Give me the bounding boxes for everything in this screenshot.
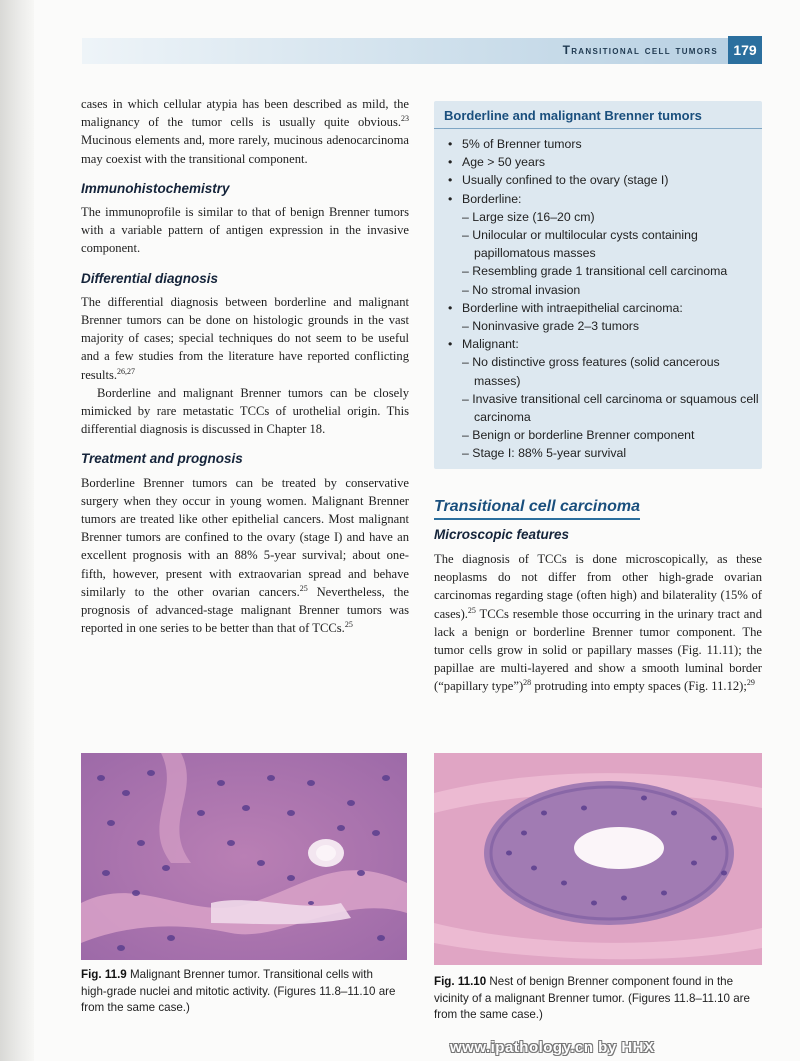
caption-text: Malignant Brenner tumor. Transitional cells with high-grade nuclei and mitotic activity. (Figures 11.8–11.10 are from the same case.)	[81, 968, 396, 1014]
caption-text: Nest of benign Brenner component found in the vicinity of a malignant Brenner tumor. (Figures 11.8–11.10 are from the same case.)	[434, 975, 750, 1021]
microscopic-paragraph	[434, 550, 762, 696]
list-subitem: – Noninvasive grade 2–3 tumors	[448, 317, 762, 335]
citation: 25	[467, 605, 476, 615]
right-column	[434, 550, 762, 696]
figure-11-9-micrograph	[81, 753, 407, 960]
intro-text: cases in which cellular atypia has been described as mild, the malignancy of the tumor cells is usually quite obvious.	[81, 97, 409, 130]
list-subitem: – Resembling grade 1 transitional cell carcinoma	[448, 262, 762, 280]
intro-paragraph	[81, 95, 409, 168]
list-item: • Usually confined to the ovary (stage I)	[448, 171, 762, 189]
treatment-prognosis-heading: Treatment and prognosis	[81, 451, 243, 467]
page-number: 179	[728, 36, 762, 64]
microscopic-text-end: protruding into empty spaces (Fig. 11.12);	[531, 679, 747, 694]
histology-image-left	[81, 753, 407, 960]
intro-text-continued: Mucinous elements and, more rarely, mucinous adenocarcinoma may coexist with the transitional component.	[81, 133, 409, 166]
differential-text: The differential diagnosis between borderline and malignant Brenner tumors can be done on histologic grounds in the vast majority of cases; special techniques do not seem to be useful and a few studies from the literature have reported conflicting results.	[81, 294, 409, 382]
watermark: www.ipathology.cn by HHX	[450, 1039, 655, 1056]
list-item: • 5% of Brenner tumors	[448, 135, 762, 153]
citation: 23	[401, 114, 409, 124]
figure-11-9-caption	[81, 967, 399, 1017]
list-subitem: – No distinctive gross features (solid cancerous masses)	[448, 353, 762, 389]
treatment-paragraph	[81, 474, 409, 638]
citation: 28	[523, 678, 532, 688]
list-subitem: – Unilocular or multilocular cysts containing papillomatous masses	[448, 226, 762, 262]
citation: 25	[299, 583, 308, 593]
histology-image-right	[434, 753, 762, 965]
running-header-title: Transitional cell tumors	[562, 43, 718, 57]
figure-11-10-caption	[434, 974, 764, 1024]
microscopic-text-continued: TCCs resemble those occurring in the urinary tract and lack a benign or borderline Brenner tumor component. The tumor cells grow in solid or papillary masses (Fig. 11.11); the papillae are multi-layered and show a smooth luminal border (“papillary type”)	[434, 606, 762, 694]
figure-11-10-micrograph	[434, 753, 762, 965]
list-subitem: – Stage I: 88% 5-year survival	[448, 444, 762, 462]
summary-box	[434, 101, 762, 469]
page-binding-shadow	[0, 0, 34, 1061]
figure-label: Fig. 11.10	[434, 975, 487, 988]
list-item: • Age > 50 years	[448, 153, 762, 171]
list-subitem: – Benign or borderline Brenner component	[448, 426, 762, 444]
list-item: • Malignant:	[448, 335, 762, 353]
citation: 26,27	[117, 366, 136, 376]
list-subitem: – No stromal invasion	[448, 281, 762, 299]
list-subitem: – Large size (16–20 cm)	[448, 208, 762, 226]
list-subitem: – Invasive transitional cell carcinoma or squamous cell carcinoma	[448, 390, 762, 426]
microscopic-text: The diagnosis of TCCs is done microscopically, as these neoplasms do not differ from other high-grade ovarian carcinomas regarding stage (often high) and bilaterality (15% of cases).	[434, 552, 762, 621]
microscopic-features-heading: Microscopic features	[434, 527, 570, 542]
differential-paragraph-2: Borderline and malignant Brenner tumors can be closely mimicked by rare metastatic TCCs of urothelial origin. This differential diagnosis is discussed in Chapter 18.	[81, 385, 409, 437]
summary-box-list	[434, 135, 762, 463]
differential-paragraph-1	[81, 293, 409, 384]
citation: 29	[746, 678, 755, 688]
citation: 25	[344, 620, 353, 630]
list-item: • Borderline with intraepithelial carcinoma:	[448, 299, 762, 317]
treatment-text: Borderline Brenner tumors can be treated by conservative surgery when they occur in young women. Malignant Brenner tumors are treated like other epithelial cancers. Most malignant Brenner tumors are confined to the ovary (stage I) and have an excellent prognosis with an 88% 5-year survival; about one-fifth, however, present with extraovarian spread and behave similarly to the other ovarian cancers.	[81, 475, 409, 599]
list-item: • Borderline:	[448, 190, 762, 208]
left-column	[81, 95, 409, 637]
summary-box-title: Borderline and malignant Brenner tumors	[434, 101, 762, 129]
treatment-text-continued: Nevertheless, the prognosis of advanced-stage malignant Brenner tumors was reported in one series to be better than that of TCCs.	[81, 584, 409, 636]
figure-label: Fig. 11.9	[81, 968, 127, 981]
transitional-cell-carcinoma-heading: Transitional cell carcinoma	[434, 498, 640, 520]
immunohistochemistry-paragraph: The immunoprofile is similar to that of benign Brenner tumors with a variable pattern of antigen expression in the invasive component.	[81, 205, 409, 256]
immunohistochemistry-heading: Immunohistochemistry	[81, 180, 230, 196]
differential-diagnosis-heading: Differential diagnosis	[81, 270, 219, 286]
